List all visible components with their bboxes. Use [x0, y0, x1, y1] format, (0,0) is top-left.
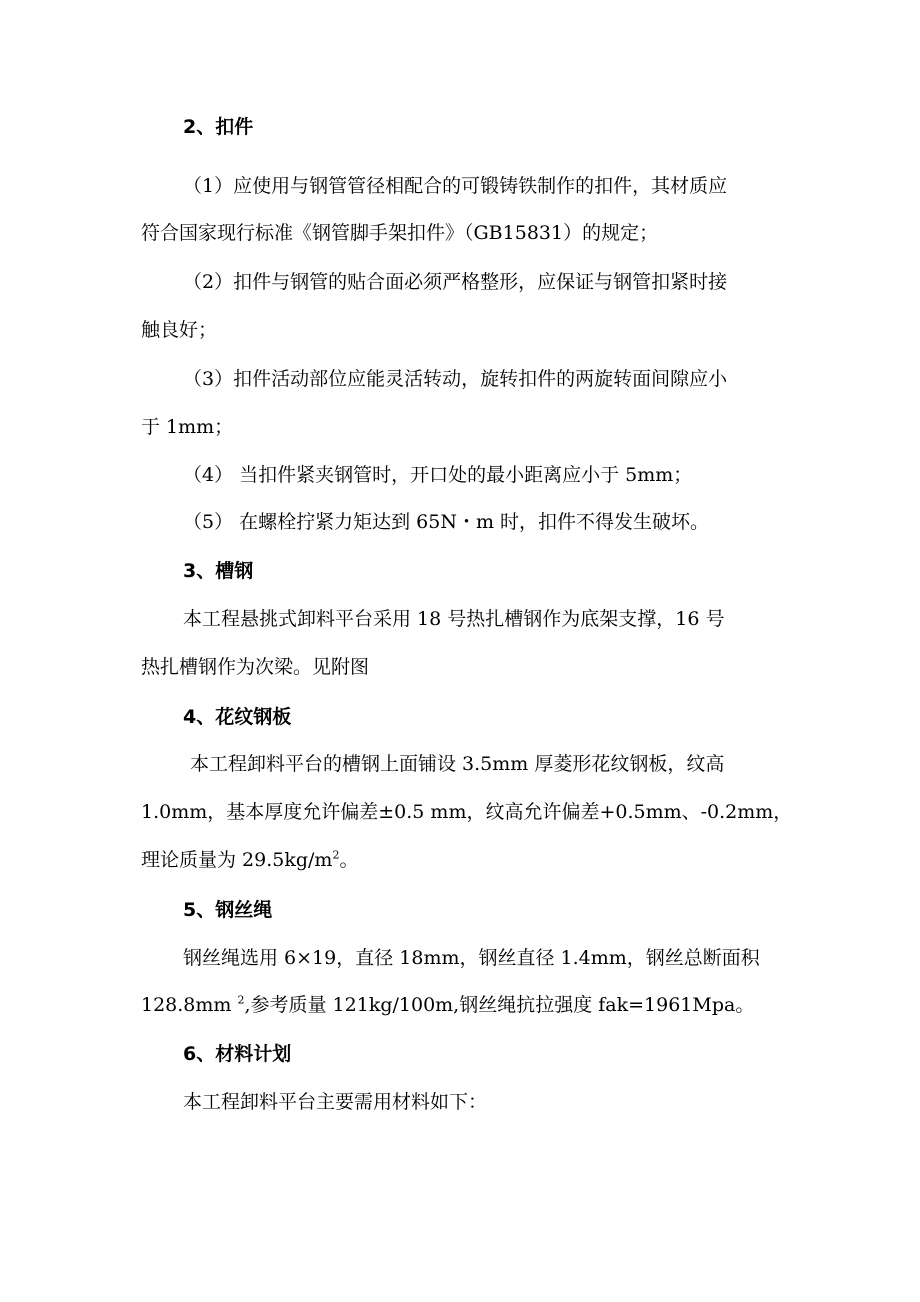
s4-para-line3-text: 理论质量为 29.5kg/m [141, 849, 333, 871]
s2-item1-line2: 符合国家现行标准《钢管脚手架扣件》（GB15831）的规定； [141, 222, 659, 244]
section-5-heading: 5、钢丝绳 [183, 899, 273, 921]
s2-item1-line1: （1）应使用与钢管管径相配合的可锻铸铁制作的扣件，其材质应 [183, 175, 728, 197]
s4-para-line3 [141, 848, 358, 872]
section-3-heading: 3、槽钢 [183, 560, 254, 582]
s5-superscript: 2 [237, 993, 245, 1007]
section-6-heading: 6、材料计划 [183, 1043, 292, 1065]
section-4-heading: 4、花纹钢板 [183, 706, 292, 728]
s6-para: 本工程卸料平台主要需用材料如下： [183, 1091, 488, 1113]
s3-para-line2: 热扎槽钢作为次梁。见附图 [141, 656, 370, 678]
s4-para-line2: 1.0mm，基本厚度允许偏差±0.5 mm，纹高允许偏差+0.5mm、-0.2mm， [141, 801, 793, 823]
s2-item4: （4） 当扣件紧夹钢管时，开口处的最小距离应小于 5mm； [183, 464, 693, 486]
s2-item3-line2: 于 1mm； [141, 416, 234, 438]
s4-para-line1: 本工程卸料平台的槽钢上面铺设 3.5mm 厚菱形花纹钢板，纹高 [190, 753, 725, 775]
s4-superscript: 2 [332, 848, 340, 862]
s2-item2-line1: （2）扣件与钢管的贴合面必须严格整形，应保证与钢管扣紧时接 [183, 271, 728, 293]
s2-item3-line1: （3）扣件活动部位应能灵活转动，旋转扣件的两旋转面间隙应小 [183, 368, 728, 390]
s2-item5: （5） 在螺栓拧紧力矩达到 65N・m 时，扣件不得发生破坏。 [183, 511, 710, 533]
s5-para-line2 [141, 993, 754, 1017]
s2-item2-line2: 触良好； [141, 319, 218, 341]
s4-para-line3-end: 。 [339, 849, 359, 871]
s5-para-line2-a: 128.8mm [141, 994, 238, 1016]
section-2-heading: 2、扣件 [183, 116, 254, 138]
s5-para-line2-b: ,参考质量 121kg/100m,钢丝绳抗拉强度 fak=1961Mpa。 [244, 994, 755, 1016]
s5-para-line1: 钢丝绳选用 6×19，直径 18mm，钢丝直径 1.4mm，钢丝总断面积 [183, 947, 760, 969]
s3-para-line1: 本工程悬挑式卸料平台采用 18 号热扎槽钢作为底架支撑，16 号 [183, 608, 725, 630]
